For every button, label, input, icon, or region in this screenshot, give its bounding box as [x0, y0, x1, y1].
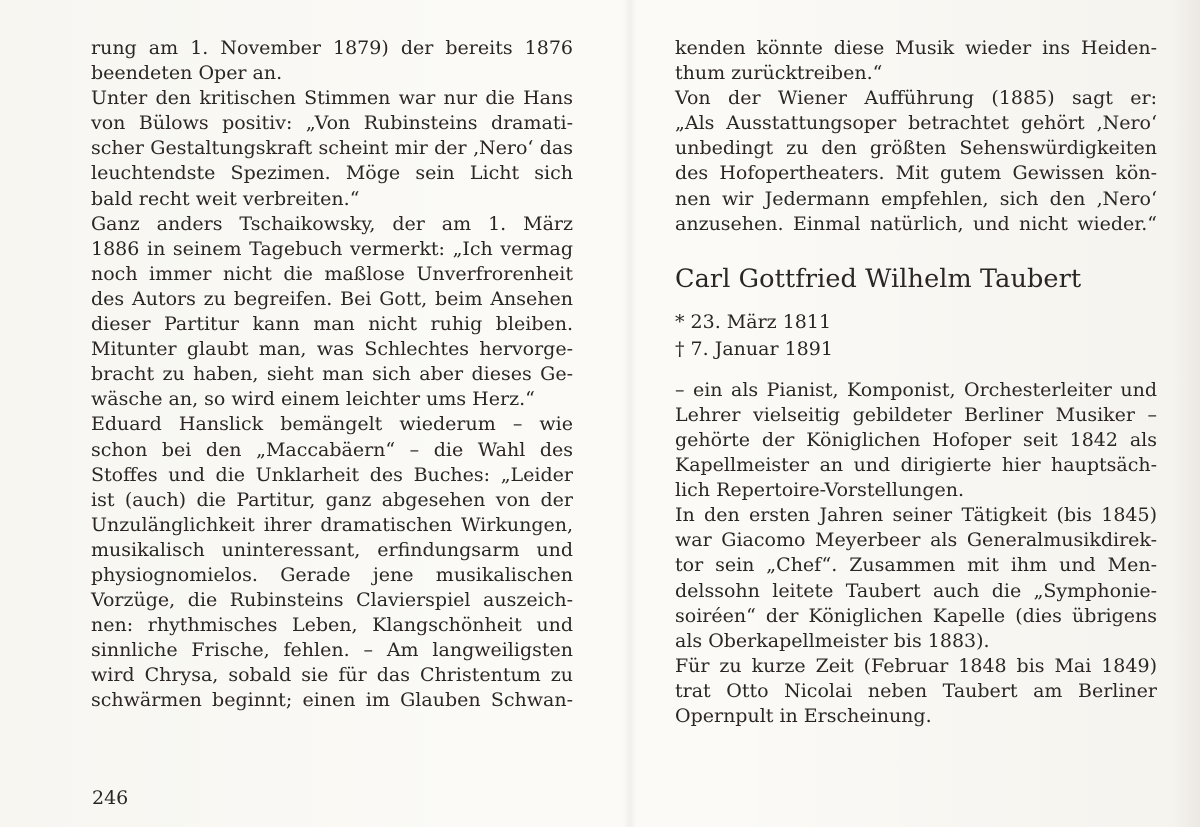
text-line: scher Gestaltungskraft scheint mir der ‚Nero‘ das [91, 137, 573, 160]
text-line: bracht zu haben, sieht man sich aber dieses Ge- [91, 363, 573, 386]
text-line: – ein als Pianist, Komponist, Orchesterleiter und [675, 378, 1157, 401]
text-line: Eduard Hanslick bemängelt wiederum – wie [91, 413, 573, 436]
text-line: Opernpult in Erscheinung. [675, 704, 932, 727]
right-page-column [675, 36, 1157, 729]
text-line: Für zu kurze Zeit (Februar 1848 bis Mai 1849) [675, 654, 1157, 677]
text-line: Ganz anders Tschaikowsky, der am 1. März [91, 212, 573, 235]
page-number: 246 [92, 787, 129, 809]
text-line: In den ersten Jahren seiner Tätigkeit (bis 1845) [675, 504, 1157, 527]
text-line: beendeten Oper an. [91, 62, 283, 85]
text-line: als Oberkapellmeister bis 1883). [675, 629, 990, 652]
text-line: noch immer nicht die maßlose Unverfrorenheit [91, 262, 573, 285]
text-line: des Hofopertheaters. Mit gutem Gewissen kön- [675, 162, 1157, 185]
text-line: delssohn leitete Taubert auch die „Symphonie- [675, 579, 1157, 602]
page-edge-shadow [1174, 0, 1200, 827]
text-line: tor sein „Chef“. Zusammen mit ihm und Men- [675, 554, 1157, 577]
text-line: Von der Wiener Aufführung (1885) sagt er: [675, 87, 1157, 110]
text-line: bald recht weit verbreiten.“ [91, 187, 360, 210]
life-dates [675, 309, 1157, 363]
text-line: wäsche an, so wird einem leichter ums Herz.“ [91, 388, 535, 411]
text-line: lich Repertoire-Vorstellungen. [675, 479, 965, 502]
text-line: physiognomielos. Gerade jene musikalischen [91, 563, 573, 586]
text-line: nen wir Jedermann empfehlen, sich den ‚Nero‘ [675, 187, 1157, 210]
text-line: sinnliche Frische, fehlen. – Am langweiligsten [91, 639, 573, 662]
text-line: war Giacomo Meyerbeer als Generalmusikdirek- [675, 529, 1157, 552]
text-line: thum zurücktreiben.“ [675, 62, 883, 85]
text-line: schon bei den „Maccabäern“ – die Wahl des [91, 438, 573, 461]
text-line: 1886 in seinem Tagebuch vermerkt: „Ich vermag [91, 237, 573, 260]
text-line: wird Chrysa, sobald sie für das Christentum zu [91, 664, 573, 687]
text-line: schwärmen beginnt; einen im Glauben Schwan- [91, 689, 573, 712]
text-line: gehörte der Königlichen Hofoper seit 1842 als [675, 428, 1157, 451]
text-line: unbedingt zu den größten Sehenswürdigkeiten [675, 137, 1157, 160]
text-line: anzusehen. Einmal natürlich, und nicht wieder.“ [675, 212, 1157, 235]
text-line: leuchtendste Spezimen. Möge sein Licht sich [91, 162, 573, 185]
text-line: Stoffes und die Unklarheit des Buches: „Leider [91, 463, 573, 486]
text-line: musikalisch uninteressant, erfindungsarm und [91, 538, 573, 561]
text-line: Kapellmeister an und dirigierte hier hauptsäch- [675, 454, 1157, 477]
text-line: Vorzüge, die Rubinsteins Clavierspiel auszeich- [91, 589, 573, 612]
text-line: kenden könnte diese Musik wieder ins Heiden- [675, 37, 1157, 59]
text-line: rung am 1. November 1879) der bereits 1876 [91, 37, 573, 59]
death-date: † 7. Januar 1891 [675, 337, 833, 360]
text-line: ist (auch) die Partitur, ganz abgesehen von der [91, 488, 573, 511]
text-line: Unzulänglichkeit ihrer dramatischen Wirkungen, [91, 513, 573, 536]
text-line: soiréen“ der Königlichen Kapelle (dies übrigens [675, 604, 1157, 627]
text-line: Unter den kritischen Stimmen war nur die Hans [91, 87, 573, 110]
text-line: Lehrer vielseitig gebildeter Berliner Musiker – [675, 403, 1157, 426]
text-line: Mitunter glaubt man, was Schlechtes hervorge- [91, 338, 573, 361]
book-gutter [623, 0, 637, 827]
birth-date: * 23. März 1811 [675, 310, 832, 333]
text-line: dieser Partitur kann man nicht ruhig bleiben. [91, 313, 573, 336]
text-line: nen: rhythmisches Leben, Klangschönheit und [91, 614, 573, 637]
text-line: „Als Ausstattungsoper betrachtet gehört ‚Nero‘ [675, 112, 1157, 135]
text-line: des Autors zu begreifen. Bei Gott, beim Ansehen [91, 287, 573, 310]
section-heading: Carl Gottfried Wilhelm Taubert [675, 263, 1082, 294]
text-line: trat Otto Nicolai neben Taubert am Berliner [675, 679, 1157, 702]
text-line: von Bülows positiv: „Von Rubinsteins dramati- [91, 112, 573, 135]
left-page-column [91, 36, 573, 714]
